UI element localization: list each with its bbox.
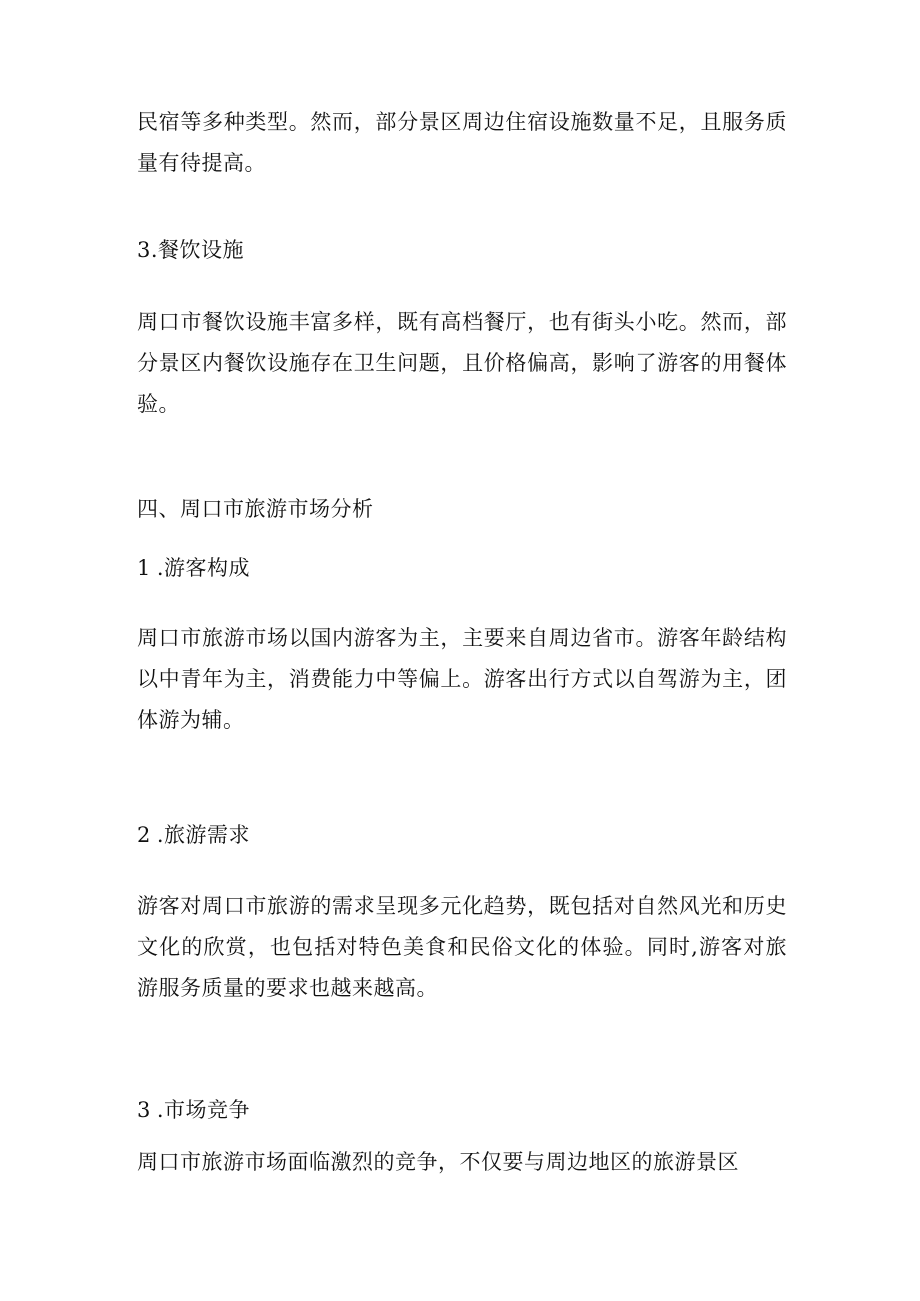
heading-market-competition — [137, 1090, 787, 1131]
heading-tourism-demand — [137, 815, 787, 856]
heading-market-analysis: 四、周口市旅游市场分析 — [137, 497, 374, 521]
heading-tourist-composition — [137, 548, 787, 589]
paragraph-tourist-composition: 周口市旅游市场以国内游客为主，主要来自周边省市。游客年龄结构以中青年为主，消费能力中等偏上。游客出行方式以自驾游为主，团体游为辅。 — [137, 626, 787, 732]
paragraph-market-competition: 周口市旅游市场面临激烈的竞争，不仅要与周边地区的旅游景区 — [137, 1150, 739, 1174]
heading-number: 3 — [137, 1098, 151, 1122]
paragraph-accommodation-continued: 民宿等多种类型。然而，部分景区周边住宿设施数量不足，且服务质量有待提高。 — [137, 110, 787, 175]
heading-text: .游客构成 — [156, 556, 251, 580]
paragraph-tourism-demand: 游客对周口市旅游的需求呈现多元化趋势，既包括对自然风光和历史文化的欣赏，也包括对特色美食和民俗文化的体验。同时,游客对旅游服务质量的要求也越来越高。 — [137, 894, 787, 1000]
heading-text: .市场竞争 — [156, 1098, 251, 1122]
heading-number: 2 — [137, 823, 151, 847]
paragraph-catering-facilities: 周口市餐饮设施丰富多样，既有高档餐厅，也有街头小吃。然而，部分景区内餐饮设施存在卫生问题，且价格偏高，影响了游客的用餐体验。 — [137, 310, 787, 416]
heading-number: 1 — [137, 556, 151, 580]
heading-text: .旅游需求 — [156, 823, 251, 847]
heading-catering-facilities: 3.餐饮设施 — [137, 238, 245, 262]
